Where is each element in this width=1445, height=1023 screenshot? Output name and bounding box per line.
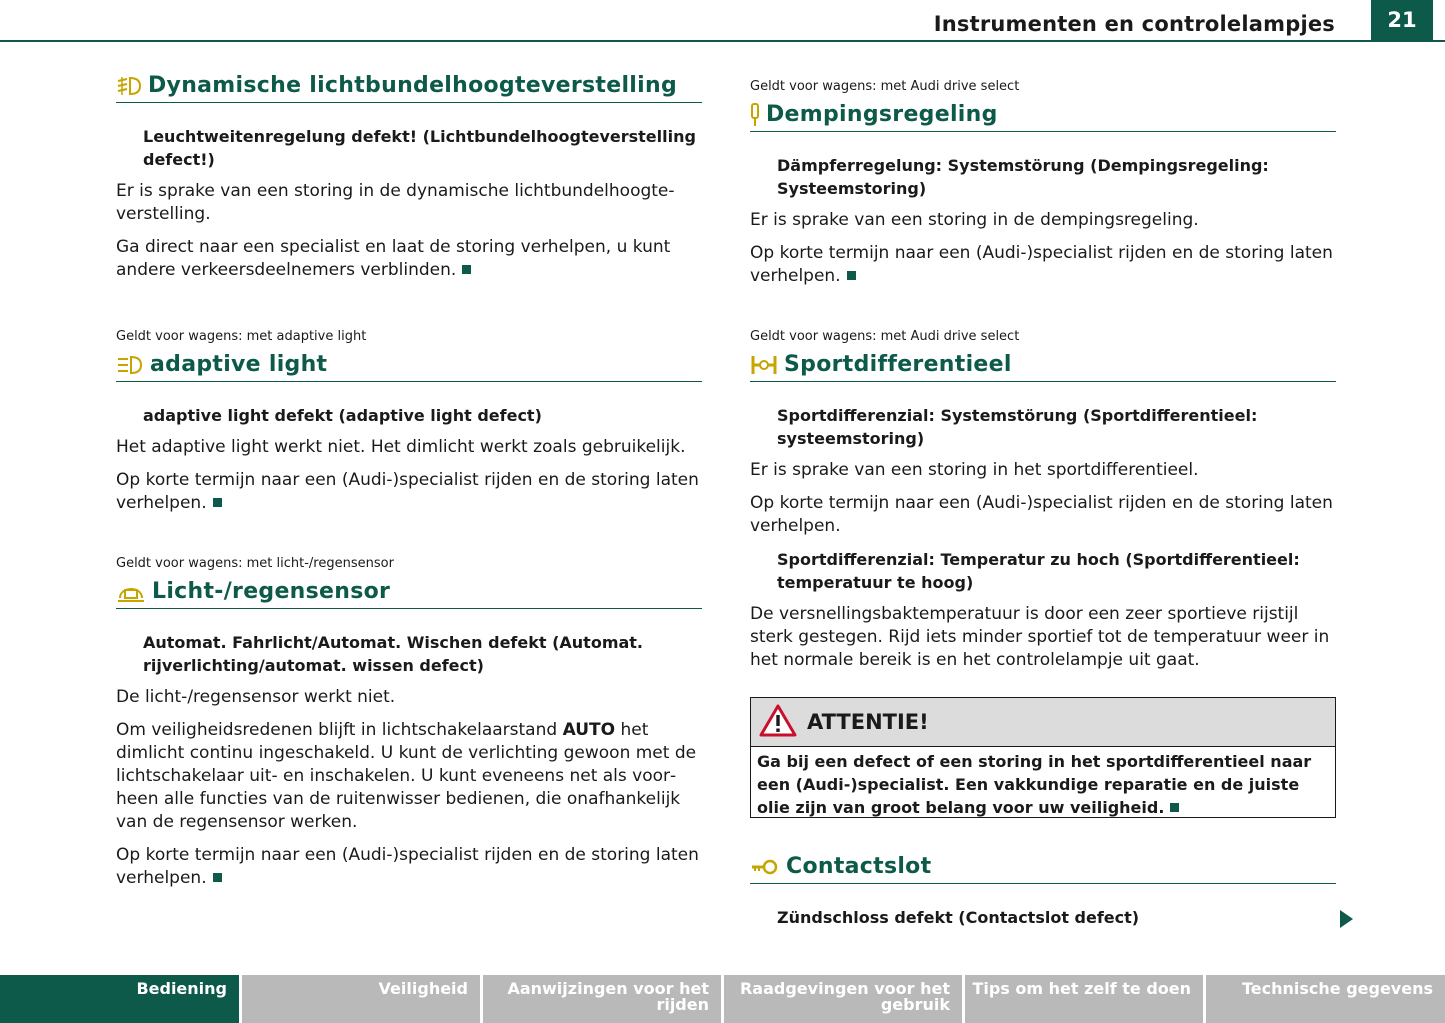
warning-message: Automat. Fahrlicht/Automat. Wischen defekt (Automat. rijverlichting/automat. wissen defect) xyxy=(143,633,644,675)
section-ignition-lock xyxy=(750,853,1336,938)
section-title: adaptive light xyxy=(150,352,328,377)
section-adaptive-light xyxy=(116,329,702,525)
ignition-key-icon xyxy=(750,854,780,880)
section-heading xyxy=(116,578,702,609)
end-marker-icon xyxy=(213,873,222,882)
next-page-arrow-icon xyxy=(1340,910,1353,928)
attention-title: ATTENTIE! xyxy=(807,710,929,734)
end-marker-icon xyxy=(847,271,856,280)
warning-triangle-icon xyxy=(759,703,797,741)
section-title: Contactslot xyxy=(786,854,932,879)
warning-message: Sportdifferenzial: Temperatur zu hoch (Sportdifferentieel: temperatuur te hoog) xyxy=(777,550,1300,592)
end-marker-icon xyxy=(213,498,222,507)
tab-veiligheid[interactable]: Veiligheid xyxy=(242,975,483,1023)
tab-technische-gegevens[interactable]: Technische gegevens xyxy=(1206,975,1445,1023)
paragraph: Om veiligheidsredenen blijft in lichtschakelaarstand AUTO het dimlicht continu ingeschakeld. U kunt de verlichting gewoon met de lichtschakelaar uit- en inschakelen. U kunt eveneens net als voorheen alle functies van de ruitenwisser bedienen, die onafhankelijk van de regensensor werken. xyxy=(116,720,697,832)
warning-message: Dämpferregelung: Systemstörung (Dempingsregeling: Systeemstoring) xyxy=(777,156,1269,198)
paragraph: De licht-/regensensor werkt niet. xyxy=(116,687,396,707)
section-title: Sportdifferentieel xyxy=(784,352,1012,377)
end-marker-icon xyxy=(462,265,471,274)
section-heading xyxy=(116,351,702,382)
warning-message: Leuchtweitenregelung defekt! (Lichtbundelhoogteverstelling defect!) xyxy=(143,127,696,169)
applies-note: Geldt voor wagens: met adaptive light xyxy=(116,329,367,344)
section-title: Licht-/regensensor xyxy=(152,579,391,604)
section-heading xyxy=(750,351,1336,382)
tab-raadgevingen[interactable]: Raadgevingen voor het gebruik xyxy=(724,975,965,1023)
warning-message: Zündschloss defekt (Contactslot defect) xyxy=(777,908,1140,927)
section-heading xyxy=(116,72,702,103)
paragraph: Ga direct naar een specialist en laat de storing verhelpen, u kunt andere verkeersdeelnemers verblinden. xyxy=(116,237,671,280)
tab-aanwijzingen[interactable]: Aanwijzingen voor het rijden xyxy=(483,975,724,1023)
paragraph: Op korte termijn naar een (Audi-)specialist rijden en de storing laten verhelpen. xyxy=(116,845,699,888)
attention-box xyxy=(750,697,1336,818)
warning-message: adaptive light defekt (adaptive light defect) xyxy=(143,406,542,425)
light-rain-sensor-icon xyxy=(116,579,146,605)
page-number: 21 xyxy=(1371,0,1433,40)
section-heading xyxy=(750,853,1336,884)
paragraph: Er is sprake van een storing in het sportdifferentieel. xyxy=(750,460,1199,480)
tab-tips[interactable]: Tips om het zelf te doen xyxy=(965,975,1206,1023)
end-marker-icon xyxy=(1170,803,1179,812)
section-title: Dempingsregeling xyxy=(766,102,998,127)
sport-differential-icon xyxy=(750,352,778,378)
paragraph: Er is sprake van een storing in de dynamische lichtbundelhoogteverstelling. xyxy=(116,181,675,224)
applies-note: Geldt voor wagens: met Audi drive select xyxy=(750,329,1020,344)
chapter-nav xyxy=(0,975,1445,1023)
section-heading xyxy=(750,101,1336,132)
paragraph: De versnellingsbaktemperatuur is door een zeer sportieve rijstijl sterk gestegen. Rijd iets minder sportief tot de temperatuur weer in het normale bereik is en het controlelampje uit gaat. xyxy=(750,604,1330,670)
section-title: Dynamische lichtbundelhoogteverstelling xyxy=(148,73,677,98)
applies-note: Geldt voor wagens: met Audi drive select xyxy=(750,79,1020,94)
section-sport-differential xyxy=(750,329,1336,682)
headlight-range-icon xyxy=(116,73,142,99)
paragraph: Op korte termijn naar een (Audi-)specialist rijden en de storing laten verhelpen. xyxy=(750,243,1333,286)
paragraph: Er is sprake van een storing in de dempingsregeling. xyxy=(750,210,1199,230)
applies-note: Geldt voor wagens: met licht-/regensensor xyxy=(116,556,394,571)
section-headlight-range xyxy=(116,72,702,292)
page-header xyxy=(0,0,1445,42)
attention-text: Ga bij een defect of een storing in het sportdifferentieel naar een (Audi-)specialist. Een vakkundige reparatie en de juiste olie zijn van groot belang voor uw veiligheid. xyxy=(757,752,1312,817)
adaptive-light-icon xyxy=(116,352,144,378)
section-damping xyxy=(750,79,1336,298)
damping-icon xyxy=(750,102,760,128)
header-divider xyxy=(0,40,1445,42)
attention-header xyxy=(751,698,1335,747)
section-light-rain-sensor xyxy=(116,556,702,900)
page-title: Instrumenten en controlelampjes xyxy=(933,12,1335,36)
tab-bediening[interactable]: Bediening xyxy=(0,975,242,1023)
paragraph: Op korte termijn naar een (Audi-)specialist rijden en de storing laten verhelpen. xyxy=(750,493,1333,536)
warning-message: Sportdifferenzial: Systemstörung (Sportdifferentieel: systeemstoring) xyxy=(777,406,1258,448)
paragraph: Op korte termijn naar een (Audi-)specialist rijden en de storing laten verhelpen. xyxy=(116,470,699,513)
paragraph: Het adaptive light werkt niet. Het dimlicht werkt zoals gebruikelijk. xyxy=(116,437,686,457)
